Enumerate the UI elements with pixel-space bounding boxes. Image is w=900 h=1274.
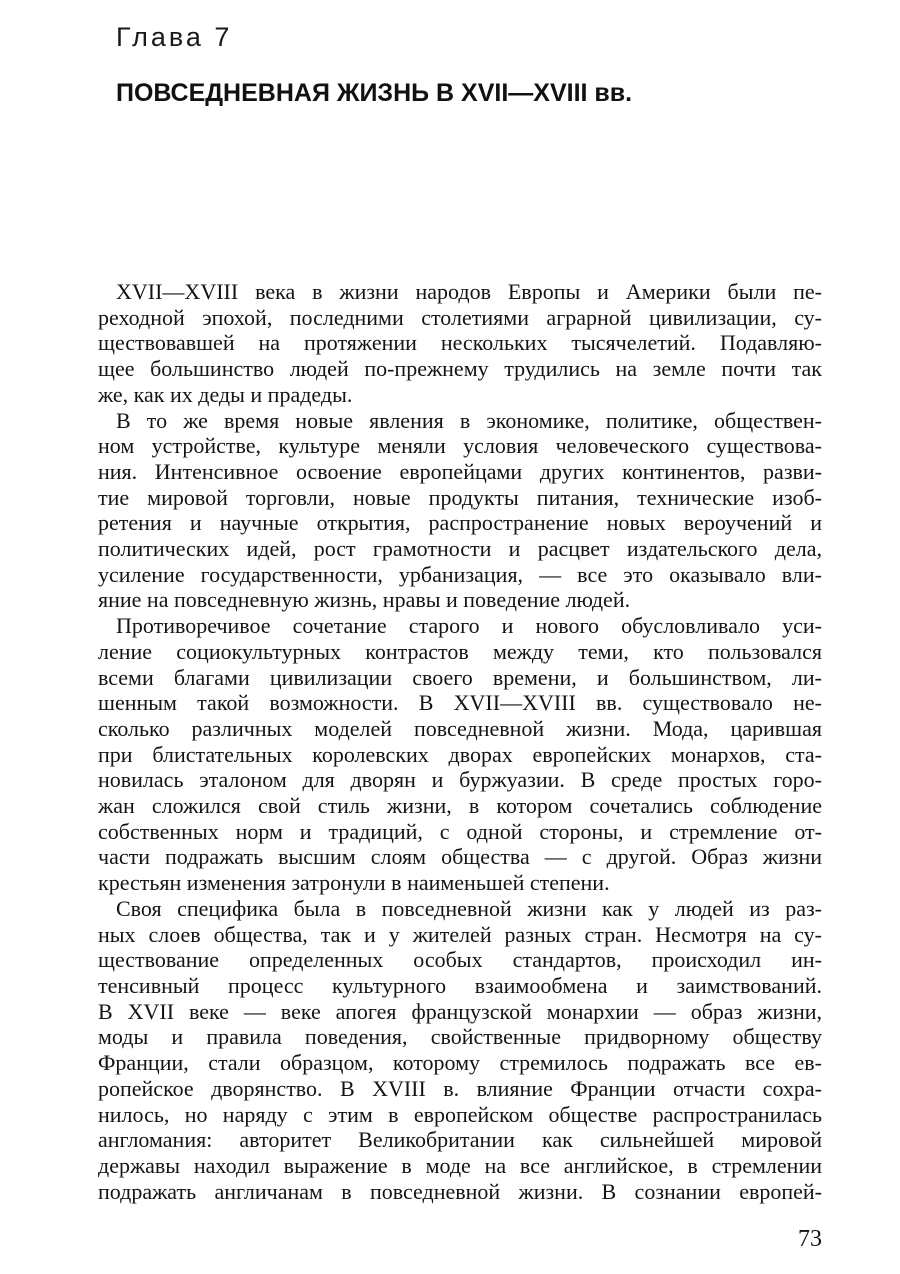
text-line: англомания: авторитет Великобритании как сильнейшей мировой <box>98 1127 822 1153</box>
text-line: яние на повседневную жизнь, нравы и поведение людей. <box>98 587 631 613</box>
chapter-label: Глава 7 <box>116 22 233 52</box>
text-line: новилась эталоном для дворян и буржуазии. В среде простых горо- <box>98 767 822 793</box>
text-line: реходной эпохой, последними столетиями аграрной цивилизации, су- <box>98 304 822 330</box>
paragraph <box>98 279 822 408</box>
text-line: крестьян изменения затронули в наименьшей степени. <box>98 870 610 896</box>
text-line: ществование определенных особых стандартов, происходил ин- <box>98 947 822 973</box>
text-line: В то же время новые явления в экономике, политике, обществен- <box>116 407 822 433</box>
text-line: В XVII веке — веке апогея французской монархии — образ жизни, <box>98 998 822 1024</box>
text-line: собственных норм и традиций, с одной стороны, и стремление от- <box>98 818 822 844</box>
text-line: ном устройстве, культуре меняли условия человеческого существова- <box>98 433 822 459</box>
text-line: шенным такой возможности. В XVII—XVIII вв. существовало не- <box>98 690 822 716</box>
text-line: ропейское дворянство. В XVIII в. влияние Франции отчасти сохра- <box>98 1075 822 1101</box>
text-line: державы находил выражение в моде на все английское, в стремлении <box>98 1152 822 1178</box>
text-line: ния. Интенсивное освоение европейцами других континентов, разви- <box>98 458 822 484</box>
text-line: Франции, стали образцом, которому стремилось подражать все ев- <box>98 1050 822 1076</box>
text-line: сколько различных моделей повседневной жизни. Мода, царившая <box>98 715 822 741</box>
text-line: моды и правила поведения, свойственные придворному обществу <box>98 1024 822 1050</box>
body-text <box>98 279 822 1204</box>
text-line: Противоречивое сочетание старого и нового обусловливало уси- <box>116 613 822 639</box>
text-line: щее большинство людей по-прежнему трудились на земле почти так <box>98 356 822 382</box>
text-line: жан сложился свой стиль жизни, в котором сочетались соблюдение <box>98 793 822 819</box>
text-line: ление социокультурных контрастов между теми, кто пользовался <box>98 638 822 664</box>
text-line: тенсивный процесс культурного взаимообмена и заимствований. <box>98 972 822 998</box>
text-line: политических идей, рост грамотности и расцвет издательского дела, <box>98 536 822 562</box>
text-line: всеми благами цивилизации своего времени, и большинством, ли- <box>98 664 822 690</box>
text-line: нилось, но наряду с этим в европейском обществе распространилась <box>98 1101 822 1127</box>
text-line: ных слоев общества, так и у жителей разных стран. Несмотря на су- <box>98 921 822 947</box>
text-line: же, как их деды и прадеды. <box>98 381 353 407</box>
paragraph <box>98 408 822 614</box>
page-number: 73 <box>798 1226 822 1252</box>
text-line: части подражать высшим слоям общества — с другой. Образ жизни <box>98 844 822 870</box>
paragraph <box>98 613 822 896</box>
text-line: подражать англичанам в повседневной жизни. В сознании европей- <box>98 1178 822 1204</box>
text-line: ществовавшей на протяжении нескольких тысячелетий. Подавляю- <box>98 330 822 356</box>
text-line: тие мировой торговли, новые продукты питания, технические изоб- <box>98 484 822 510</box>
chapter-title: ПОВСЕДНЕВНАЯ ЖИЗНЬ В XVII—XVIII вв. <box>116 79 633 107</box>
paragraph <box>98 896 822 1204</box>
text-line: при блистательных королевских дворах европейских монархов, ста- <box>98 741 822 767</box>
text-line: XVII—XVIII века в жизни народов Европы и Америки были пе- <box>116 279 822 304</box>
text-line: усиление государственности, урбанизация, — все это оказывало вли- <box>98 561 822 587</box>
text-line: ретения и научные открытия, распространение новых вероучений и <box>98 510 822 536</box>
text-line: Своя специфика была в повседневной жизни как у людей из раз- <box>116 895 822 921</box>
